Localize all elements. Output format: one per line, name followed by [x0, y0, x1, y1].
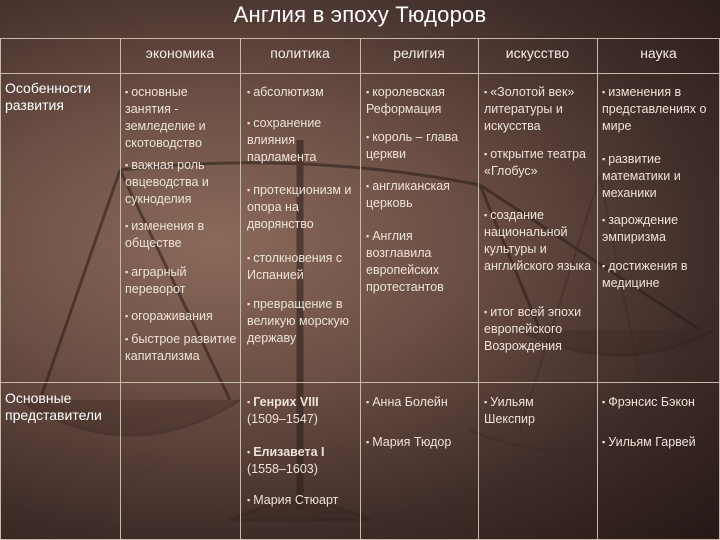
list-item: ▪ открытие театра «Глобус» [484, 147, 586, 178]
list-item: ▪ «Золотой век» литературы и искусства [484, 85, 575, 133]
list-item: ▪ абсолютизм [247, 85, 324, 99]
list-item: ▪ Уильям Гарвей [602, 435, 696, 449]
list-item: ▪ основные занятия - земледелие и скотоводство [125, 85, 206, 150]
list-item: ▪ Мария Стюарт [247, 493, 339, 507]
list-item: ▪ столкновения с Испанией [247, 251, 343, 282]
list-item: ▪ аграрный переворот [125, 265, 187, 296]
list-item: ▪ достижения в медицине [602, 259, 688, 290]
list-item: ▪ зарождение эмпиризма [602, 213, 679, 244]
list-item: ▪ создание национальной культуры и английского языка [484, 208, 592, 273]
column-header-economy: экономика [145, 45, 215, 61]
list-item: ▪ превращение в великую морскую державу [247, 297, 350, 345]
column-header-politics: политика [270, 45, 330, 61]
list-item: ▪ важная роль овцеводства и сукноделия [125, 158, 209, 206]
list-item: ▪ Анна Болейн [366, 395, 448, 409]
list-item: ▪ Уильям Шекспир [484, 395, 535, 426]
list-item: ▪ королевская Реформация [366, 85, 445, 116]
list-item: ▪ огораживания [125, 309, 213, 323]
list-item: ▪ Англия возглавила европейских протестантов [366, 229, 444, 294]
list-item: ▪ протекционизм и опора на дворянство [247, 183, 352, 231]
list-item: ▪ изменения в обществе [125, 219, 205, 250]
col-divider [478, 38, 479, 540]
list-item-dates: (1509–1547) [247, 412, 318, 426]
col-divider [360, 38, 361, 540]
column-header-religion: религия [393, 45, 445, 61]
list-item: ▪ сохранение влияния парламента [247, 116, 322, 164]
list-item: ▪ Генрих VIII [247, 395, 319, 409]
list-item: ▪ развитие математики и механики [602, 152, 681, 200]
column-header-science: наука [640, 45, 677, 61]
list-item: ▪ быстрое развитие капитализма [125, 332, 237, 363]
list-item: ▪ Фрэнсис Бэкон [602, 395, 695, 409]
list-item: ▪ Елизавета I [247, 445, 325, 459]
page-title: Англия в эпоху Тюдоров [233, 2, 487, 27]
list-item: ▪ Мария Тюдор [366, 435, 452, 449]
col-divider [240, 38, 241, 540]
list-item: ▪ итог всей эпохи европейского Возрождения [484, 305, 582, 353]
list-item-dates: (1558–1603) [247, 462, 318, 476]
list-item: ▪ король – глава церкви [366, 130, 459, 161]
row-label-representatives: Основные представители [5, 390, 102, 423]
list-item: ▪ англиканская церковь [366, 179, 450, 210]
col-divider [120, 38, 121, 540]
list-item: ▪ изменения в представлениях о мире [602, 85, 707, 133]
row-label-features: Особенности развития [5, 80, 91, 113]
column-header-art: искусство [505, 45, 570, 61]
